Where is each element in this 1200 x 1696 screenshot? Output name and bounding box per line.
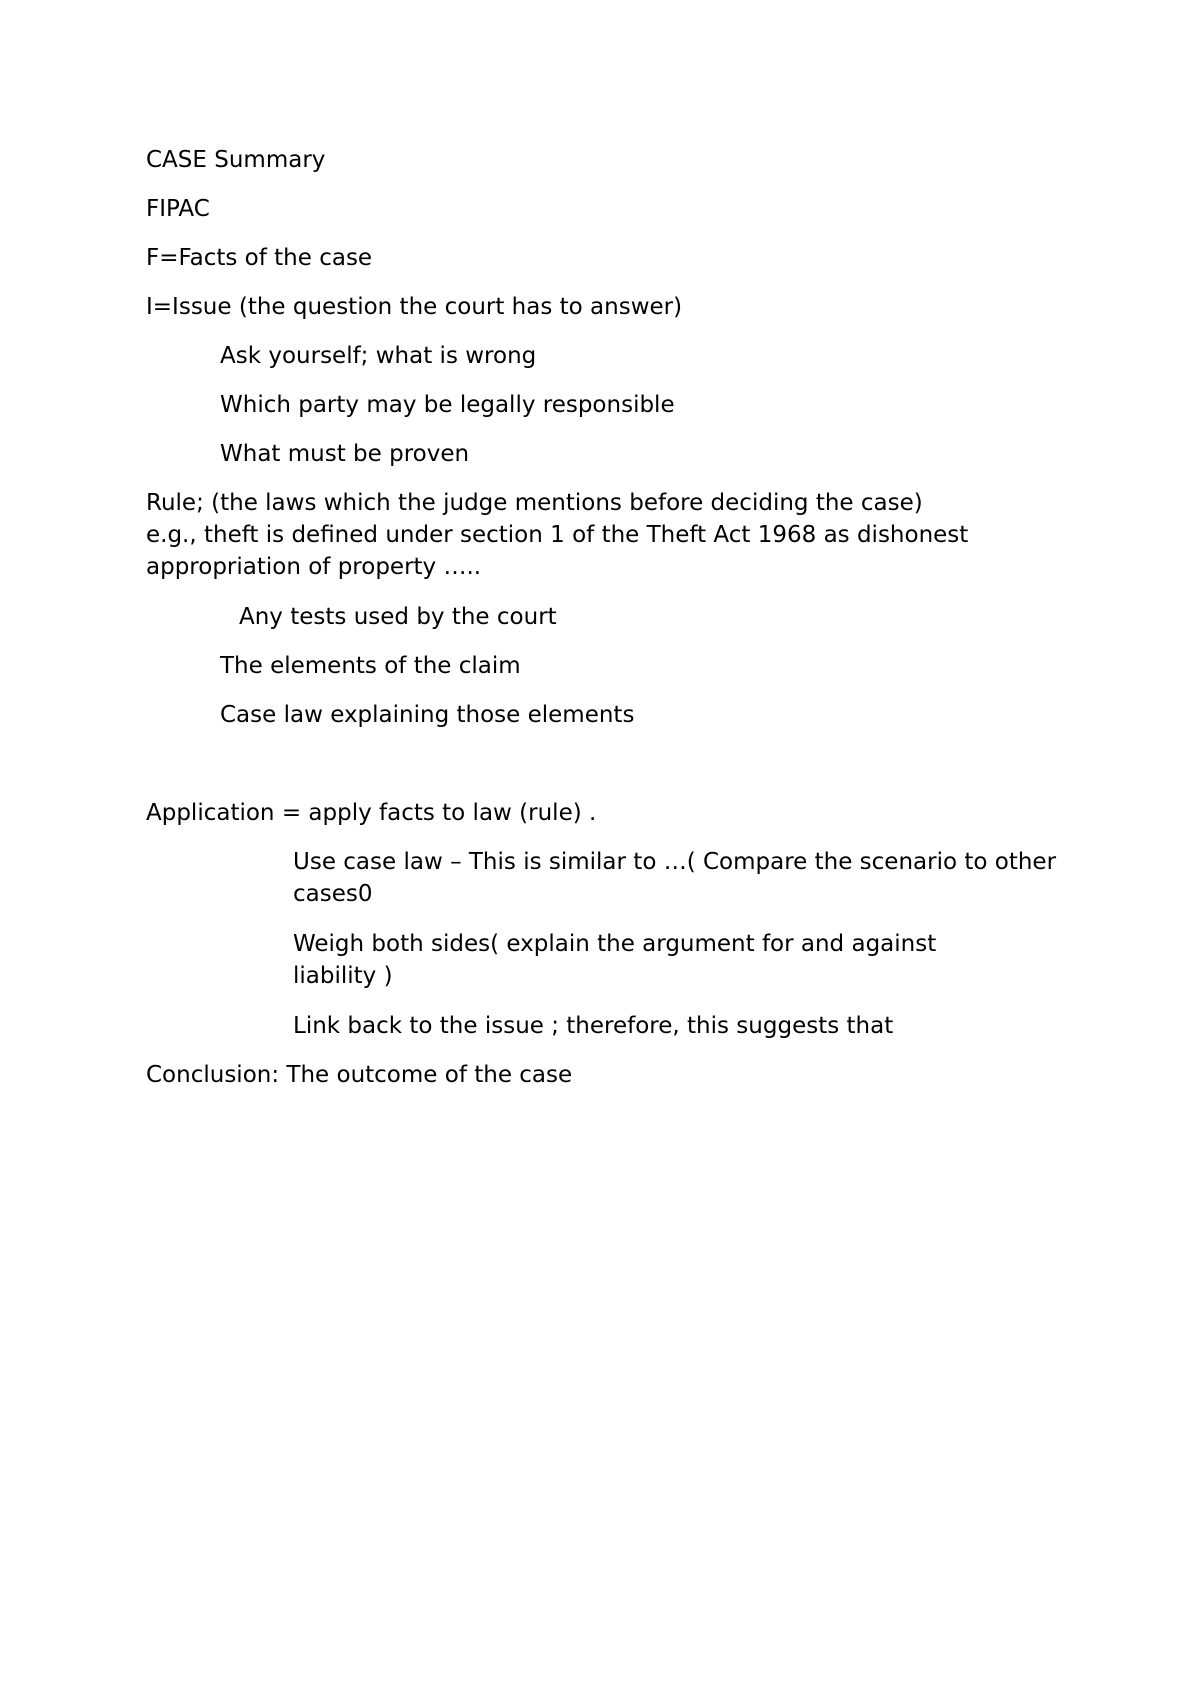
- issue-point: What must be proven: [220, 441, 470, 467]
- application-heading: Application = apply facts to law (rule) .: [146, 800, 597, 826]
- application-point: Use case law – This is similar to …( Compare the scenario to other cases0: [293, 849, 1057, 907]
- acronym-line: FIPAC: [146, 196, 210, 222]
- issue-point: Ask yourself; what is wrong: [220, 343, 537, 369]
- application-point: Weigh both sides( explain the argument for and against liability ): [293, 931, 937, 989]
- facts-line: F=Facts of the case: [146, 245, 373, 271]
- document-title: CASE Summary: [146, 147, 326, 173]
- issue-heading: I=Issue (the question the court has to answer): [146, 294, 683, 320]
- rule-heading: Rule; (the laws which the judge mentions before deciding the case) e.g., theft is defined under section 1 of the Theft Act 1968 as dishonest appropriation of property …..: [146, 490, 969, 580]
- rule-point: Any tests used by the court: [239, 604, 557, 630]
- application-point: Link back to the issue ; therefore, this suggests that: [293, 1013, 894, 1039]
- conclusion-line: Conclusion: The outcome of the case: [146, 1062, 573, 1088]
- issue-point: Which party may be legally responsible: [220, 392, 675, 418]
- rule-point: Case law explaining those elements: [220, 702, 635, 728]
- rule-point: The elements of the claim: [220, 653, 521, 679]
